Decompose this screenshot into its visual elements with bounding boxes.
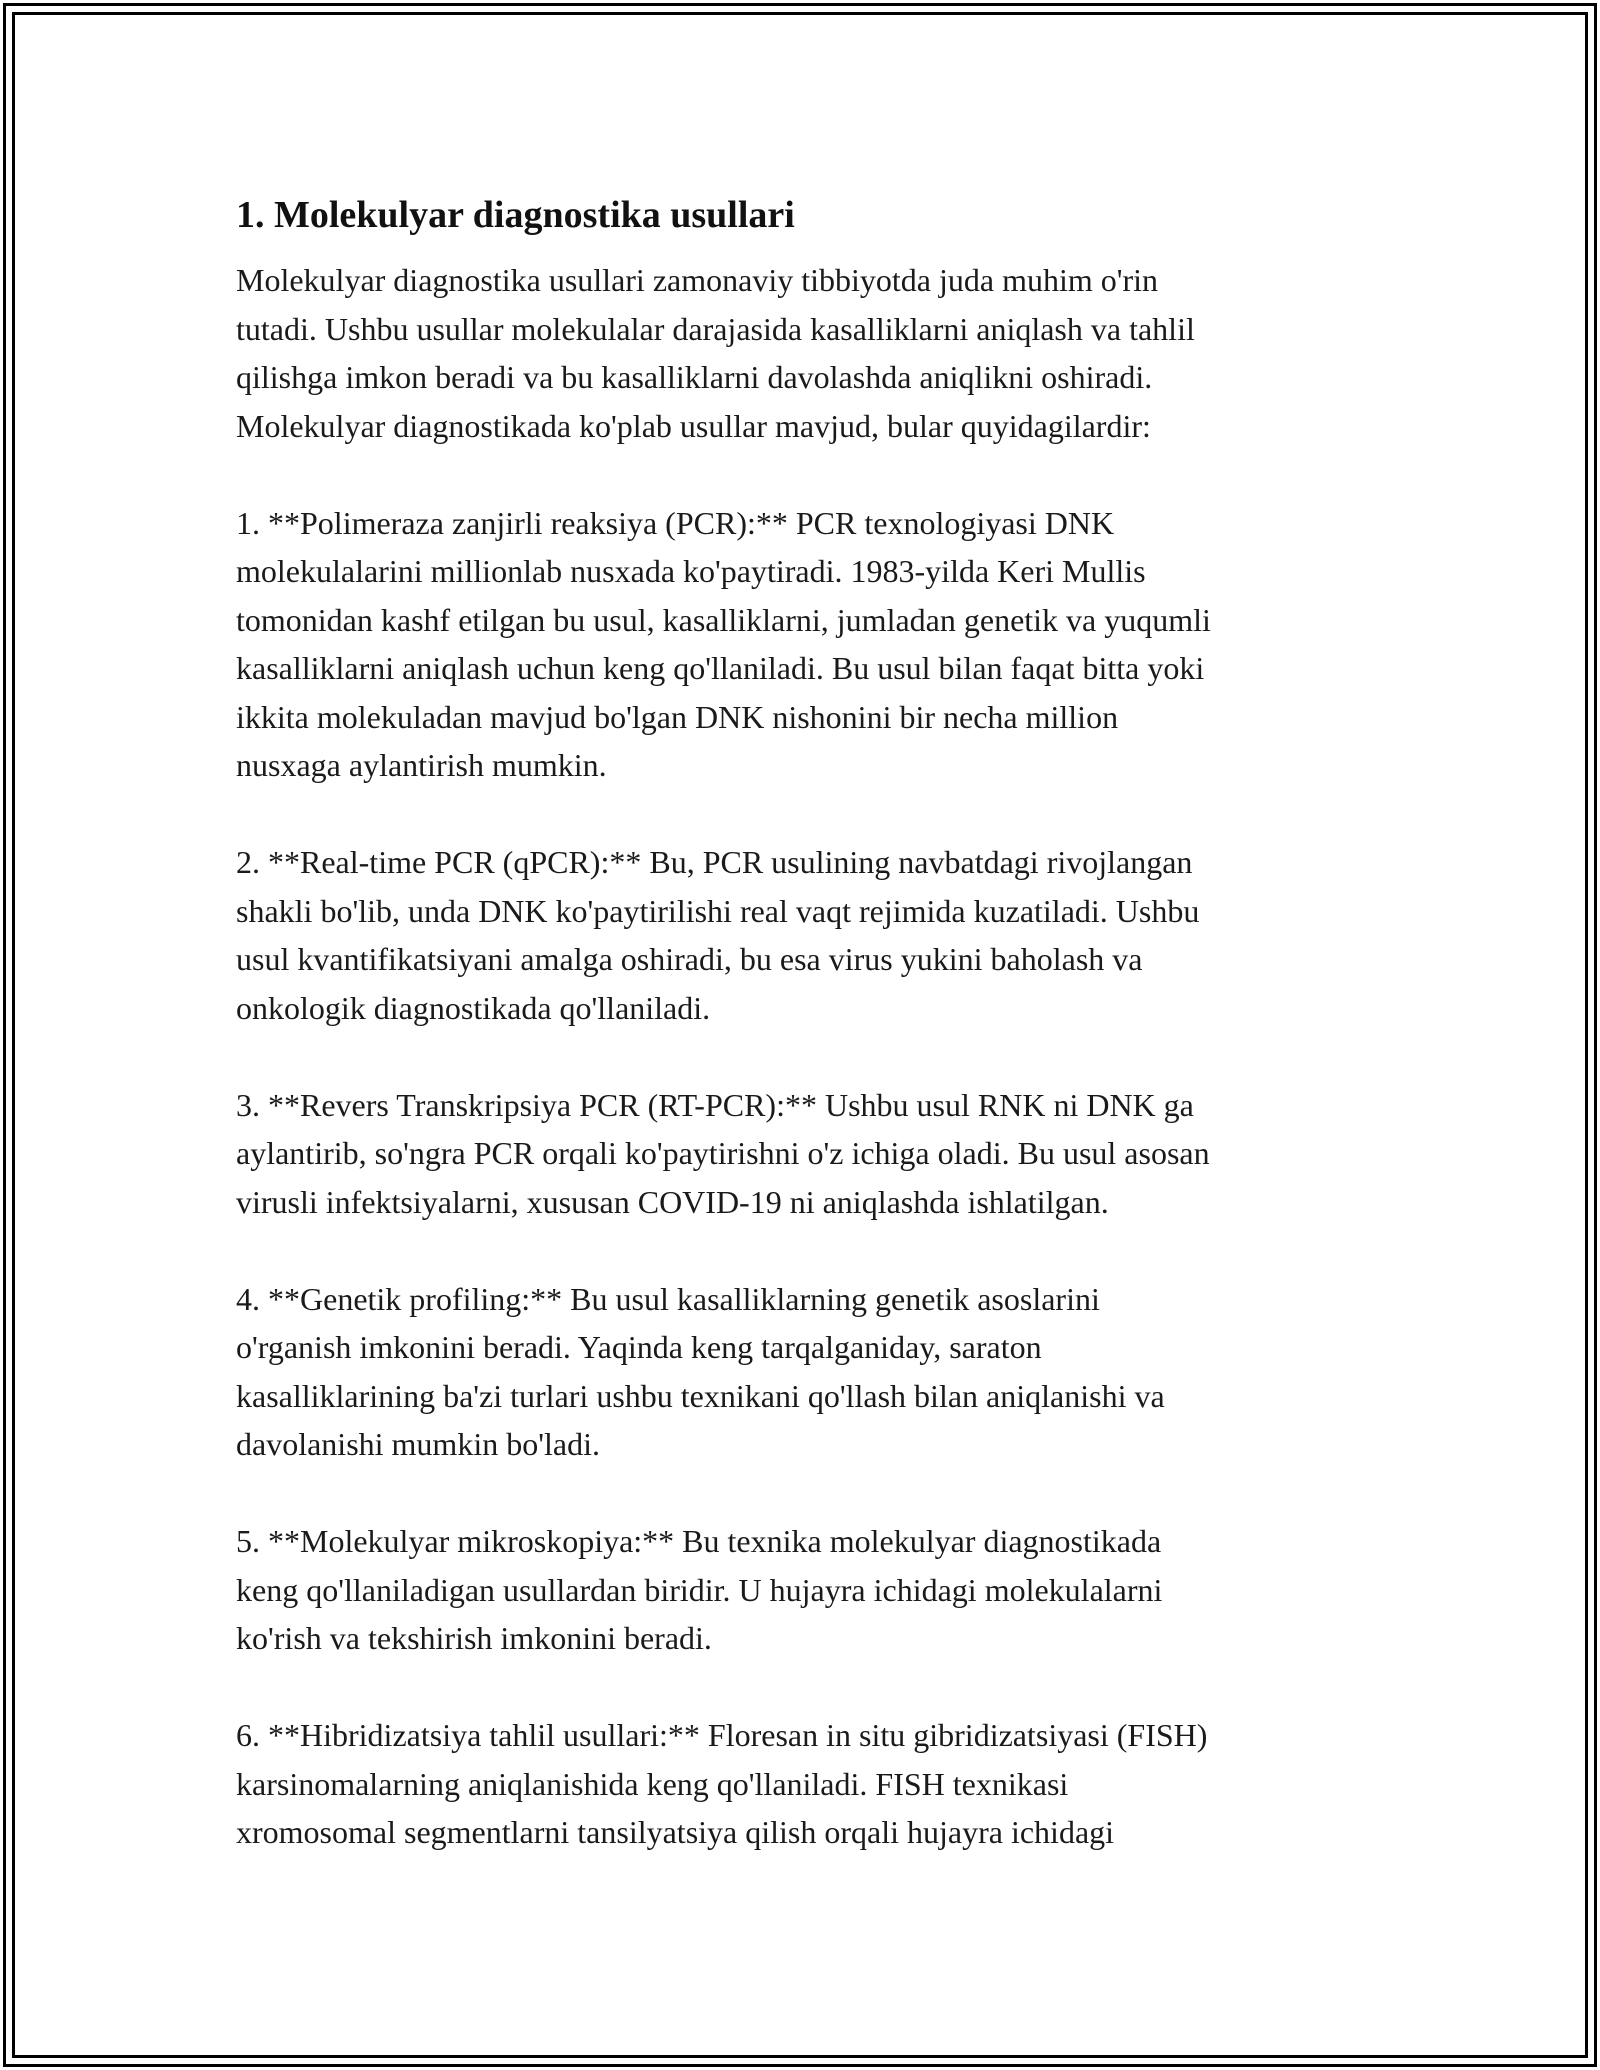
text-line: shakli bo'lib, unda DNK ko'paytirilishi real vaqt rejimida kuzatiladi. Ushbu bbox=[236, 892, 1200, 929]
paragraph-genetic-profiling bbox=[236, 1275, 1366, 1469]
text-line: 6. **Hibridizatsiya tahlil usullari:** Floresan in situ gibridizatsiyasi (FISH) bbox=[236, 1717, 1208, 1753]
text-line: 1. **Polimeraza zanjirli reaksiya (PCR):** PCR texnologiyasi DNK bbox=[236, 504, 1115, 541]
paragraph-microscopy bbox=[236, 1517, 1366, 1663]
text-line: karsinomalarning aniqlanishida keng qo'llaniladi. FISH texnikasi bbox=[236, 1765, 1069, 1802]
text-line: virusli infektsiyalarni, xususan COVID-19 ni aniqlashda ishlatilgan. bbox=[236, 1183, 1109, 1220]
text-line: ikkita molekuladan mavjud bo'lgan DNK nishonini bir necha million bbox=[236, 698, 1119, 735]
text-line: 3. **Revers Transkripsiya PCR (RT-PCR):** Ushbu usul RNK ni DNK ga bbox=[236, 1086, 1194, 1123]
text-line: 2. **Real-time PCR (qPCR):** Bu, PCR usulining navbatdagi rivojlangan bbox=[236, 844, 1193, 880]
paragraph-hybridization bbox=[236, 1711, 1366, 1857]
document-body bbox=[236, 180, 1366, 1905]
paragraph-rt-pcr bbox=[236, 1081, 1366, 1227]
text-line: Molekulyar diagnostika usullari zamonaviy tibbiyotda juda muhim o'rin bbox=[236, 262, 1159, 298]
paragraph-qpcr bbox=[236, 838, 1366, 1032]
text-line: tomonidan kashf etilgan bu usul, kasalliklarni, jumladan genetik va yuqumli bbox=[236, 601, 1211, 638]
text-line: 5. **Molekulyar mikroskopiya:** Bu texnika molekulyar diagnostikada bbox=[236, 1523, 1162, 1559]
text-line: Molekulyar diagnostikada ko'plab usullar mavjud, bular quyidagilardir: bbox=[236, 407, 1151, 444]
paragraph-pcr bbox=[236, 499, 1366, 790]
text-line: tutadi. Ushbu usullar molekulalar darajasida kasalliklarni aniqlash va tahlil bbox=[236, 310, 1195, 347]
text-line: ko'rish va tekshirish imkonini beradi. bbox=[236, 1620, 712, 1656]
text-line: keng qo'llaniladigan usullardan biridir. U hujayra ichidagi molekulalarni bbox=[236, 1571, 1163, 1608]
text-line: nusxaga aylantirish mumkin. bbox=[236, 747, 607, 783]
text-line: 4. **Genetik profiling:** Bu usul kasalliklarning genetik asoslarini bbox=[236, 1280, 1100, 1317]
text-line: onkologik diagnostikada qo'llaniladi. bbox=[236, 989, 711, 1026]
text-line: qilishga imkon beradi va bu kasalliklarni davolashda aniqlikni oshiradi. bbox=[236, 359, 1153, 395]
paragraph-intro bbox=[236, 256, 1366, 450]
section-title: 1. Molekulyar diagnostika usullari bbox=[236, 194, 795, 236]
text-line: kasalliklarining ba'zi turlari ushbu texnikani qo'llash bilan aniqlanishi va bbox=[236, 1377, 1165, 1414]
text-line: xromosomal segmentlarni tansilyatsiya qilish orqali hujayra ichidagi bbox=[236, 1814, 1115, 1850]
text-line: kasalliklarni aniqlash uchun keng qo'llaniladi. Bu usul bilan faqat bitta yoki bbox=[236, 650, 1205, 686]
text-line: davolanishi mumkin bo'ladi. bbox=[236, 1426, 600, 1462]
text-line: molekulalarini millionlab nusxada ko'paytiradi. 1983-yilda Keri Mullis bbox=[236, 553, 1146, 589]
text-line: usul kvantifikatsiyani amalga oshiradi, bu esa virus yukini baholash va bbox=[236, 941, 1143, 977]
text-line: o'rganish imkonini beradi. Yaqinda keng tarqalganiday, saraton bbox=[236, 1329, 1042, 1365]
text-line: aylantirib, so'ngra PCR orqali ko'paytirishni o'z ichiga oladi. Bu usul asosan bbox=[236, 1135, 1210, 1171]
